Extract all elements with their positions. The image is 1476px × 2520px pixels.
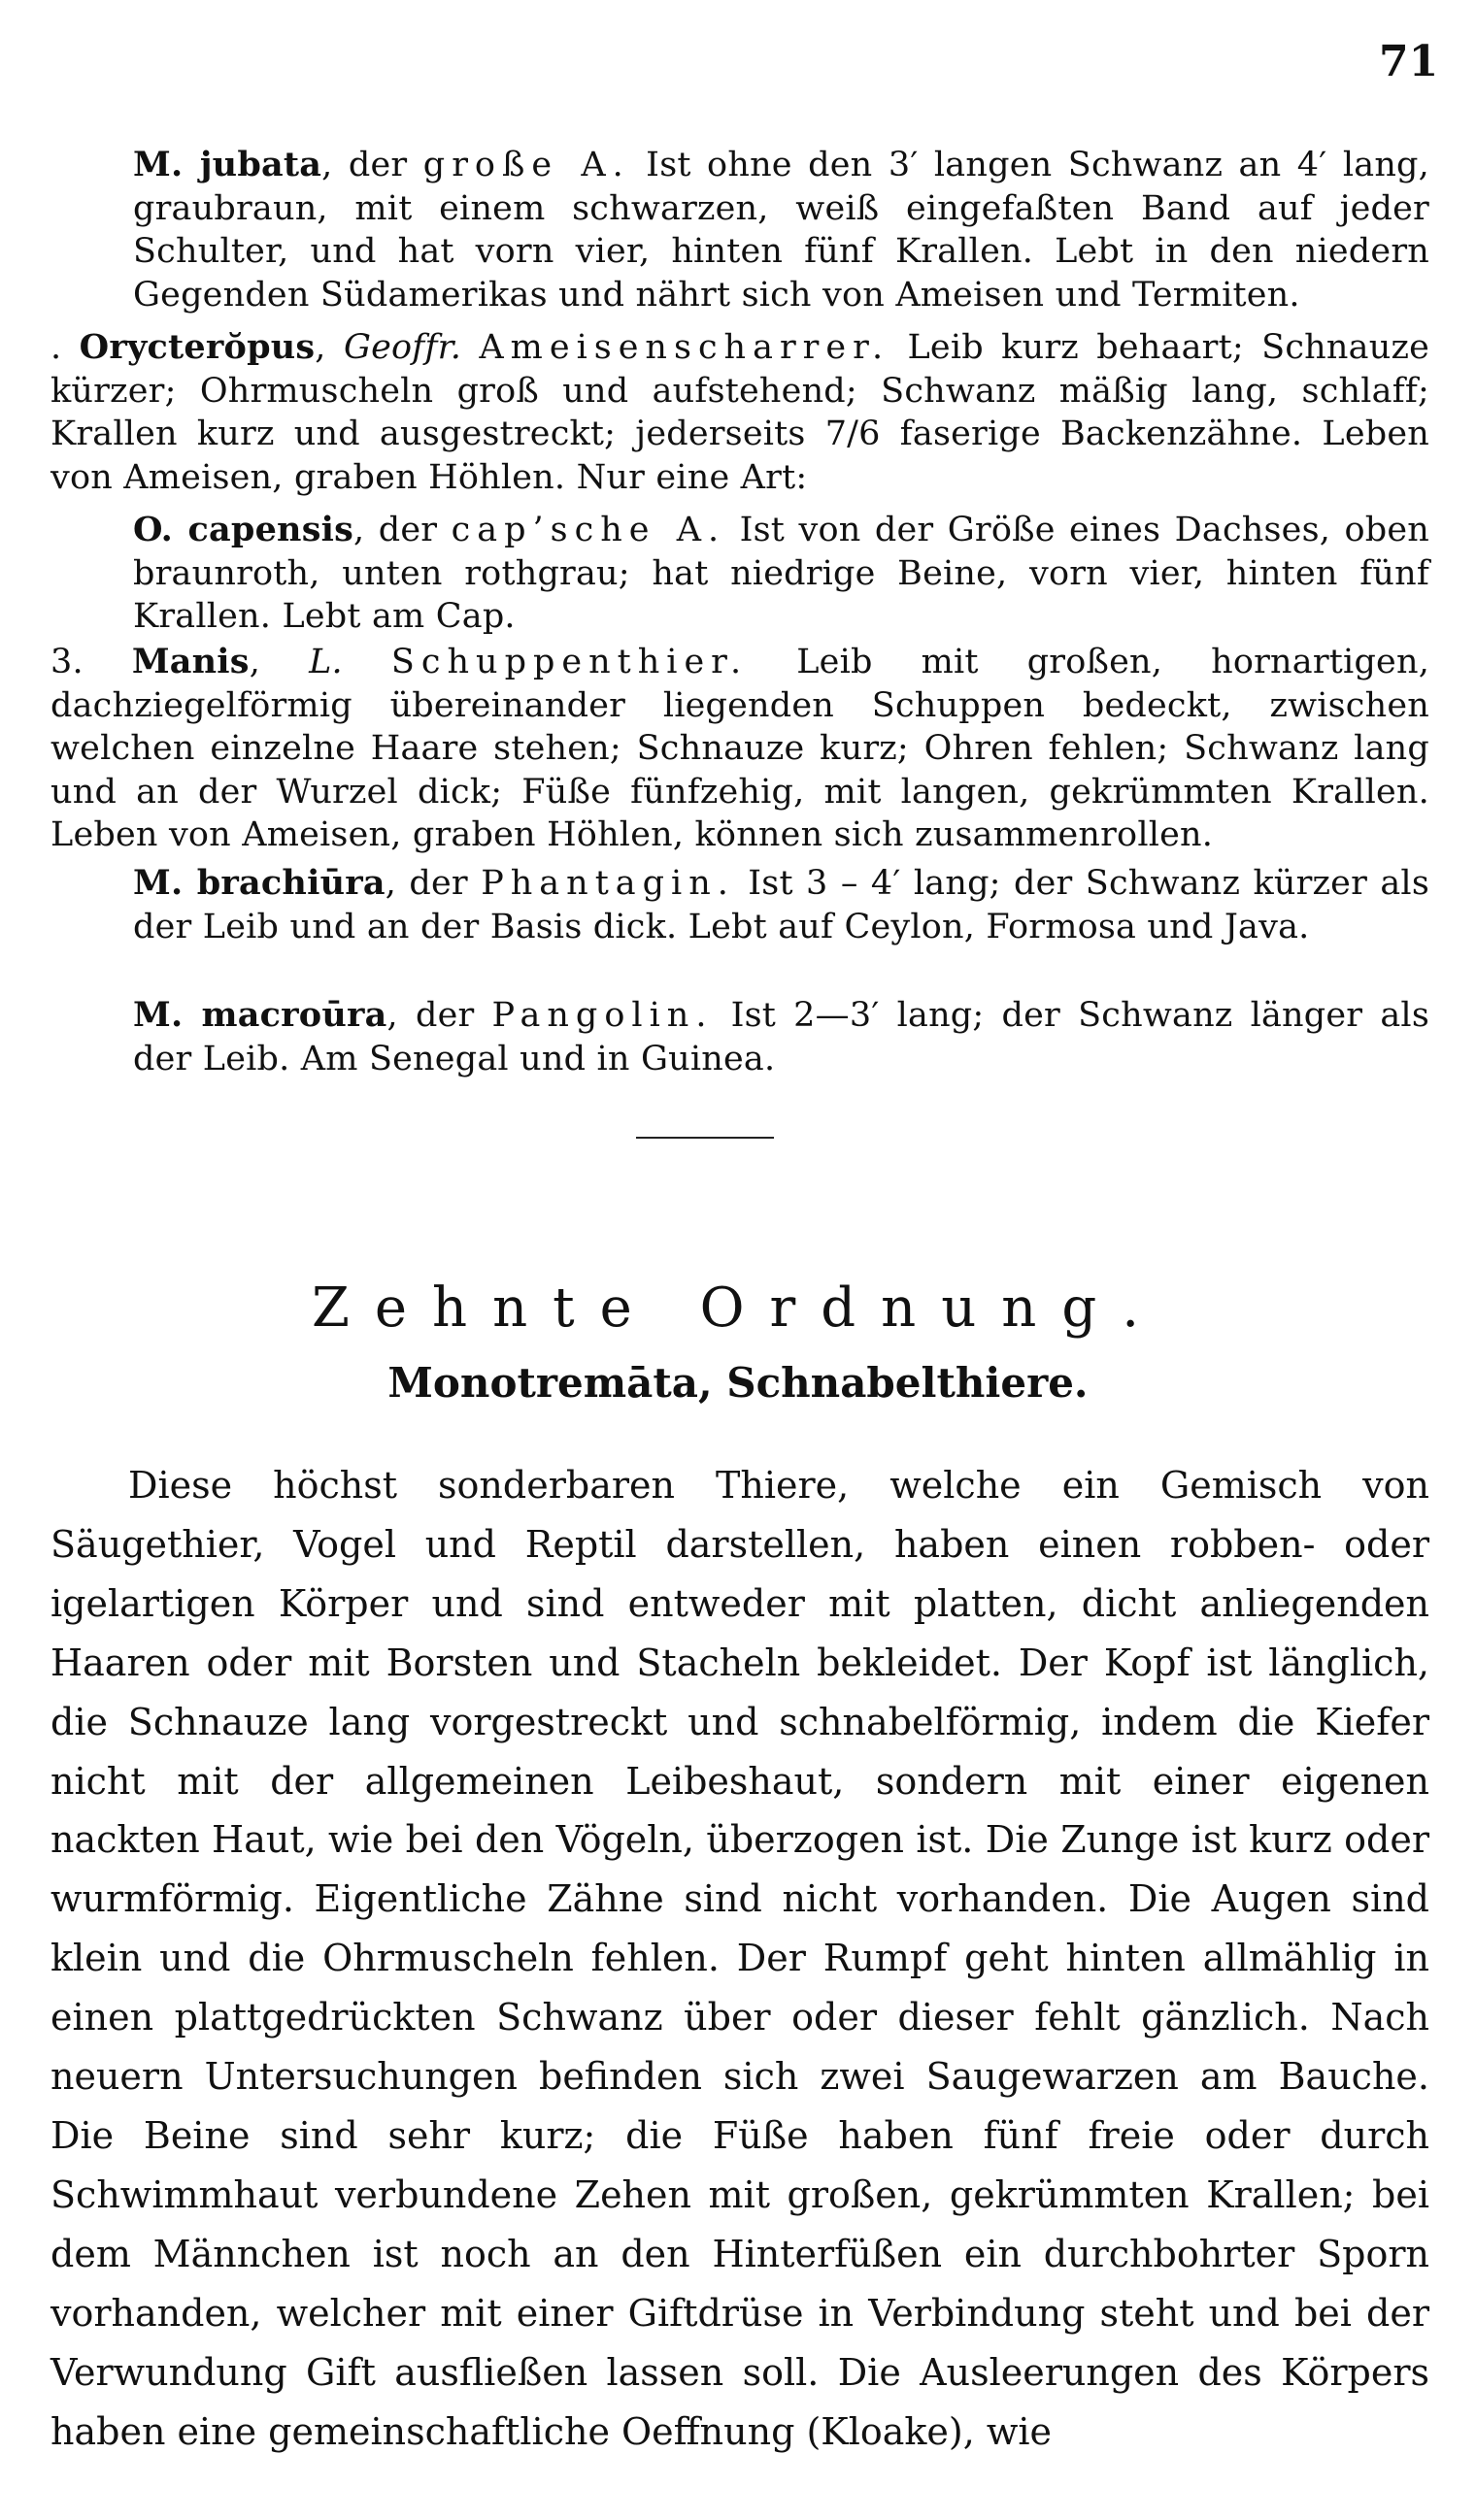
common-name: Phantagin. [481,864,735,903]
species-name: O. capensis [133,510,354,549]
species-name: M. jubata [133,145,322,184]
common-name: cap’sche A. [451,511,726,549]
common-name: Ameisenscharrer. [479,328,890,367]
page-number: 71 [1379,37,1439,86]
description: Leib mit großen, hornartigen, dachziegelförmig übereinander liegenden Schuppen bedeckt, zwischen welchen einzelne Haare stehen; Schnauze kurz; Ohren fehlen; Schwanz lang und an der Wurzel dick; Füße fünfzehig, mit langen, gekrümmten Krallen. Leben von Ameisen, graben Höhlen, können sich zusammenrollen. [50,643,1430,854]
author: L. [309,643,343,681]
species-name: M. macroūra [133,995,387,1035]
order-title: Zehnte Ordnung. [311,1277,1164,1340]
species-entry-capensis [50,509,1429,639]
separator: , der [386,996,492,1035]
genus-name: Orycterŏpus [79,327,316,367]
section-divider [636,1137,774,1139]
description: Ist ohne den 3′ langen Schwanz an 4′ lang, graubraun, mit einem schwarzen, weiß eingefaßten Band auf jeder Schulter, und hat vorn vier, hinten fünf Krallen. Lebt in den niedern Gegenden Südamerikas und nährt sich von Ameisen und Termiten. [133,146,1429,315]
description: Ist 3 – 4′ lang; der Schwanz kürzer als der Leib und an der Basis dick. Lebt auf Ceylon, Formosa und Java. [133,864,1429,946]
description: Ist 2—3′ lang; der Schwanz länger als der Leib. Am Senegal und in Guinea. [133,996,1429,1078]
lead-mark: . [50,328,80,367]
author: Geoffr. [343,328,462,367]
species-entry-macroura [50,994,1429,1080]
separator: , der [321,146,423,184]
genus-name: Manis [131,642,250,681]
separator: , der [385,864,482,903]
genus-entry-orycteropus: . Orycterŏpus, Geoffr. Ameisenscharrer. Leib kurz behaart; Schnauze kürzer; Ohrmuscheln groß und aufstehend; Schwanz mäßig lang, schlaff; Krallen kurz und ausgestreckt; jederseits 7/6 faserige Backenzähne. Leben von Ameisen, graben Höhlen. Nur eine Art: [50,327,1429,497]
description: Ist von der Größe eines Dachses, oben braunroth, unten rothgrau; hat niedrige Beine, vorn vier, hinten fünf Krallen. Lebt am Cap. [133,511,1430,636]
species-name: M. brachiūra [133,863,386,903]
body-text: Diese höchst sonderbaren Thiere, welche ein Gemisch von Säugethier, Vogel und Reptil darstellen, haben einen robben- oder igelartigen Körper und sind entweder mit platten, dicht anliegenden Haaren oder mit Borsten und Stacheln bekleidet. Der Kopf ist länglich, die Schnauze lang vorgestreckt und schnabelförmig, indem die Kiefer nicht mit der allgemeinen Leibeshaut, sondern mit einer eigenen nackten Haut, wie bei den Vögeln, überzogen ist. Die Zunge ist kurz oder wurmförmig. Eigentliche Zähne sind nicht vorhanden. Die Augen sind klein und die Ohrmuscheln fehlen. Der Rumpf geht hinten allmählig in einen plattgedrückten Schwanz über oder dieser fehlt gänzlich. Nach neuern Untersuchungen befinden sich zwei Saugewarzen am Bauche. Die Beine sind sehr kurz; die Füße haben fünf freie oder durch Schwimmhaut verbundene Zehen mit großen, gekrümmten Krallen; bei dem Männchen ist noch an den Hinterfüßen ein durchbohrter Sporn vorhanden, welcher mit einer Giftdrüse in Verbindung steht und bei der Verwundung Gift ausfließen lassen soll. Die Ausleerungen des Körpers haben eine gemeinschaftliche Oeffnung (Kloake), wie [50,1464,1429,2453]
common-name: große A. [422,146,630,184]
entry-number: 3. [50,643,84,681]
description: Leib kurz behaart; Schnauze kürzer; Ohrmuscheln groß und aufstehend; Schwanz mäßig lang, schlaff; Krallen kurz und ausgestreckt; jederseits 7/6 faserige Backenzähne. Leben von Ameisen, graben Höhlen. Nur eine Art: [50,328,1429,497]
species-entry-jubata [50,144,1429,316]
body-paragraph [50,1456,1429,2461]
common-name: Pangolin. [491,996,714,1035]
species-entry-brachiura [50,862,1429,948]
common-name: Schuppenthier. [390,643,749,681]
separator: , der [353,511,452,549]
group-title: Monotremāta, Schnabelthiere. [387,1359,1089,1407]
genus-entry-manis: 3. Manis, L. Schuppenthier. Leib mit großen, hornartigen, dachziegelförmig übereinander liegenden Schuppen bedeckt, zwischen welchen einzelne Haare stehen; Schnauze kurz; Ohren fehlen; Schwanz lang und an der Wurzel dick; Füße fünfzehig, mit langen, gekrümmten Krallen. Leben von Ameisen, graben Höhlen, können sich zusammenrollen. [50,642,1430,854]
